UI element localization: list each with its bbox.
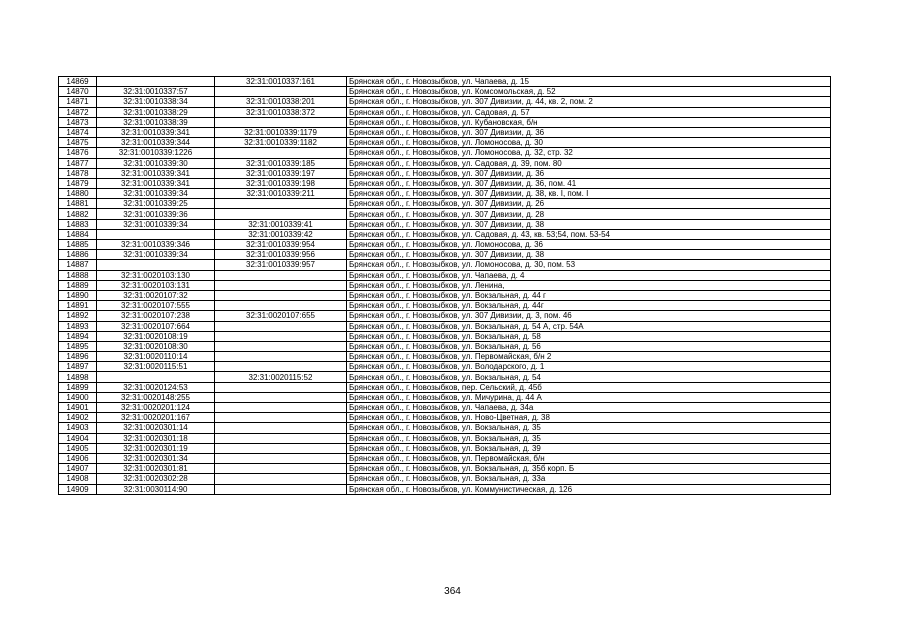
address-cell: Брянская обл., г. Новозыбков, ул. 307 Дивизии, д. 28 [347, 209, 831, 219]
address-cell: Брянская обл., г. Новозыбков, ул. Кубановская, б/н [347, 117, 831, 127]
building-cadastral-number-cell: 32:31:0020115:52 [215, 372, 347, 382]
land-cadastral-number-cell: 32:31:0020108:19 [97, 331, 215, 341]
table-row [59, 443, 831, 453]
building-cadastral-number-cell [215, 433, 347, 443]
land-cadastral-number-cell: 32:31:0020302:28 [97, 474, 215, 484]
land-cadastral-number-cell: 32:31:0020108:30 [97, 341, 215, 351]
row-number-cell: 14876 [59, 148, 97, 158]
land-cadastral-number-cell: 32:31:0010339:341 [97, 178, 215, 188]
land-cadastral-number-cell [97, 229, 215, 239]
land-cadastral-number-cell: 32:31:0010339:34 [97, 189, 215, 199]
table-row [59, 413, 831, 423]
row-number-cell: 14887 [59, 260, 97, 270]
building-cadastral-number-cell: 32:31:0010337:161 [215, 77, 347, 87]
building-cadastral-number-cell: 32:31:0010338:201 [215, 97, 347, 107]
address-cell: Брянская обл., г. Новозыбков, ул. 307 Дивизии, д. 36 [347, 127, 831, 137]
building-cadastral-number-cell: 32:31:0010339:956 [215, 250, 347, 260]
row-number-cell: 14884 [59, 229, 97, 239]
land-cadastral-number-cell: 32:31:0010339:25 [97, 199, 215, 209]
building-cadastral-number-cell: 32:31:0010339:1179 [215, 127, 347, 137]
building-cadastral-number-cell: 32:31:0010339:41 [215, 219, 347, 229]
table-row [59, 362, 831, 372]
table-row [59, 352, 831, 362]
land-cadastral-number-cell: 32:31:0030114:90 [97, 484, 215, 494]
address-cell: Брянская обл., г. Новозыбков, ул. Чапаева, д. 4 [347, 270, 831, 280]
address-cell: Брянская обл., г. Новозыбков, ул. Чапаева, д. 15 [347, 77, 831, 87]
table-row [59, 464, 831, 474]
table-row [59, 250, 831, 260]
row-number-cell: 14878 [59, 168, 97, 178]
address-cell: Брянская обл., г. Новозыбков, ул. Володарского, д. 1 [347, 362, 831, 372]
address-cell: Брянская обл., г. Новозыбков, пер. Сельский, д. 45б [347, 382, 831, 392]
building-cadastral-number-cell: 32:31:0010339:1182 [215, 138, 347, 148]
land-cadastral-number-cell [97, 260, 215, 270]
row-number-cell: 14890 [59, 290, 97, 300]
table-row [59, 107, 831, 117]
building-cadastral-number-cell [215, 341, 347, 351]
table-row [59, 331, 831, 341]
row-number-cell: 14903 [59, 423, 97, 433]
land-cadastral-number-cell: 32:31:0010339:34 [97, 250, 215, 260]
building-cadastral-number-cell [215, 352, 347, 362]
table-row [59, 403, 831, 413]
row-number-cell: 14886 [59, 250, 97, 260]
row-number-cell: 14888 [59, 270, 97, 280]
building-cadastral-number-cell [215, 280, 347, 290]
address-cell: Брянская обл., г. Новозыбков, ул. 307 Дивизии, д. 36, пом. 41 [347, 178, 831, 188]
row-number-cell: 14908 [59, 474, 97, 484]
table-row [59, 382, 831, 392]
building-cadastral-number-cell: 32:31:0010339:198 [215, 178, 347, 188]
building-cadastral-number-cell [215, 453, 347, 463]
page-number: 364 [444, 586, 461, 597]
table-row [59, 148, 831, 158]
row-number-cell: 14883 [59, 219, 97, 229]
building-cadastral-number-cell: 32:31:0010338:372 [215, 107, 347, 117]
row-number-cell: 14895 [59, 341, 97, 351]
row-number-cell: 14893 [59, 321, 97, 331]
address-cell: Брянская обл., г. Новозыбков, ул. Вокзальная, д. 54 А, стр. 54А [347, 321, 831, 331]
land-cadastral-number-cell: 32:31:0020110:14 [97, 352, 215, 362]
address-cell: Брянская обл., г. Новозыбков, ул. 307 Дивизии, д. 38 [347, 219, 831, 229]
address-cell: Брянская обл., г. Новозыбков, ул. 307 Дивизии, д. 38 [347, 250, 831, 260]
building-cadastral-number-cell [215, 382, 347, 392]
table-row [59, 138, 831, 148]
address-cell: Брянская обл., г. Новозыбков, ул. Ново-Цветная, д. 38 [347, 413, 831, 423]
land-cadastral-number-cell: 32:31:0010338:29 [97, 107, 215, 117]
address-cell: Брянская обл., г. Новозыбков, ул. 307 Дивизии, д. 44, кв. 2, пом. 2 [347, 97, 831, 107]
table-row [59, 270, 831, 280]
address-cell: Брянская обл., г. Новозыбков, ул. Ломоносова, д. 30, пом. 53 [347, 260, 831, 270]
table-row [59, 423, 831, 433]
land-cadastral-number-cell: 32:31:0010339:1226 [97, 148, 215, 158]
address-cell: Брянская обл., г. Новозыбков, ул. Вокзальная, д. 35 [347, 423, 831, 433]
table-row [59, 290, 831, 300]
building-cadastral-number-cell [215, 474, 347, 484]
table-row [59, 433, 831, 443]
land-cadastral-number-cell: 32:31:0010339:346 [97, 240, 215, 250]
address-cell: Брянская обл., г. Новозыбков, ул. Первомайская, б/н 2 [347, 352, 831, 362]
land-cadastral-number-cell: 32:31:0010339:344 [97, 138, 215, 148]
address-cell: Брянская обл., г. Новозыбков, ул. Вокзальная, д. 35 [347, 433, 831, 443]
building-cadastral-number-cell [215, 443, 347, 453]
land-cadastral-number-cell: 32:31:0020124:53 [97, 382, 215, 392]
land-cadastral-number-cell: 32:31:0020201:124 [97, 403, 215, 413]
address-cell: Брянская обл., г. Новозыбков, ул. Первомайская, б/н [347, 453, 831, 463]
address-cell: Брянская обл., г. Новозыбков, ул. Коммунистическая, д. 126 [347, 484, 831, 494]
address-cell: Брянская обл., г. Новозыбков, ул. Ломоносова, д. 32, стр. 32 [347, 148, 831, 158]
land-cadastral-number-cell: 32:31:0020103:130 [97, 270, 215, 280]
address-cell: Брянская обл., г. Новозыбков, ул. Комсомольская, д. 52 [347, 87, 831, 97]
address-cell: Брянская обл., г. Новозыбков, ул. 307 Дивизии, д. 3, пом. 46 [347, 311, 831, 321]
row-number-cell: 14899 [59, 382, 97, 392]
address-cell: Брянская обл., г. Новозыбков, ул. Ломоносова, д. 30 [347, 138, 831, 148]
table-row [59, 301, 831, 311]
row-number-cell: 14882 [59, 209, 97, 219]
row-number-cell: 14873 [59, 117, 97, 127]
row-number-cell: 14874 [59, 127, 97, 137]
land-cadastral-number-cell: 32:31:0020103:131 [97, 280, 215, 290]
address-cell: Брянская обл., г. Новозыбков, ул. 307 Дивизии, д. 38, кв. I, пом. I [347, 189, 831, 199]
row-number-cell: 14896 [59, 352, 97, 362]
table-row [59, 372, 831, 382]
table-row [59, 311, 831, 321]
table-row [59, 209, 831, 219]
land-cadastral-number-cell: 32:31:0020107:238 [97, 311, 215, 321]
building-cadastral-number-cell [215, 321, 347, 331]
address-cell: Брянская обл., г. Новозыбков, ул. 307 Дивизии, д. 26 [347, 199, 831, 209]
building-cadastral-number-cell: 32:31:0010339:957 [215, 260, 347, 270]
building-cadastral-number-cell [215, 199, 347, 209]
table-row [59, 77, 831, 87]
building-cadastral-number-cell [215, 413, 347, 423]
table-row [59, 392, 831, 402]
address-cell: Брянская обл., г. Новозыбков, ул. Ломоносова, д. 36 [347, 240, 831, 250]
row-number-cell: 14907 [59, 464, 97, 474]
building-cadastral-number-cell [215, 117, 347, 127]
address-cell: Брянская обл., г. Новозыбков, ул. Вокзальная, д. 58 [347, 331, 831, 341]
land-cadastral-number-cell: 32:31:0010339:36 [97, 209, 215, 219]
land-cadastral-number-cell: 32:31:0020301:81 [97, 464, 215, 474]
address-cell: Брянская обл., г. Новозыбков, ул. 307 Дивизии, д. 36 [347, 168, 831, 178]
address-cell: Брянская обл., г. Новозыбков, ул. Ленина, [347, 280, 831, 290]
land-cadastral-number-cell: 32:31:0010339:34 [97, 219, 215, 229]
row-number-cell: 14892 [59, 311, 97, 321]
row-number-cell: 14897 [59, 362, 97, 372]
table-row [59, 158, 831, 168]
land-cadastral-number-cell [97, 372, 215, 382]
land-cadastral-number-cell: 32:31:0010337:57 [97, 87, 215, 97]
row-number-cell: 14870 [59, 87, 97, 97]
building-cadastral-number-cell [215, 423, 347, 433]
row-number-cell: 14906 [59, 453, 97, 463]
address-cell: Брянская обл., г. Новозыбков, ул. Чапаева, д. 34а [347, 403, 831, 413]
address-cell: Брянская обл., г. Новозыбков, ул. Вокзальная, д. 56 [347, 341, 831, 351]
table-row [59, 229, 831, 239]
land-cadastral-number-cell: 32:31:0020107:32 [97, 290, 215, 300]
table-row [59, 97, 831, 107]
land-cadastral-number-cell: 32:31:0020148:255 [97, 392, 215, 402]
table-row [59, 484, 831, 494]
row-number-cell: 14891 [59, 301, 97, 311]
row-number-cell: 14875 [59, 138, 97, 148]
building-cadastral-number-cell [215, 403, 347, 413]
row-number-cell: 14877 [59, 158, 97, 168]
row-number-cell: 14904 [59, 433, 97, 443]
address-cell: Брянская обл., г. Новозыбков, ул. Вокзальная, д. 33а [347, 474, 831, 484]
building-cadastral-number-cell [215, 209, 347, 219]
building-cadastral-number-cell [215, 270, 347, 280]
land-cadastral-number-cell: 32:31:0020301:19 [97, 443, 215, 453]
building-cadastral-number-cell: 32:31:0010339:211 [215, 189, 347, 199]
building-cadastral-number-cell [215, 464, 347, 474]
row-number-cell: 14909 [59, 484, 97, 494]
row-number-cell: 14900 [59, 392, 97, 402]
address-cell: Брянская обл., г. Новозыбков, ул. Садовая, д. 39, пом. 80 [347, 158, 831, 168]
table-row [59, 321, 831, 331]
table-row [59, 87, 831, 97]
row-number-cell: 14871 [59, 97, 97, 107]
table-row [59, 189, 831, 199]
registry-table-body [59, 77, 831, 495]
table-row [59, 117, 831, 127]
building-cadastral-number-cell [215, 392, 347, 402]
building-cadastral-number-cell: 32:31:0010339:185 [215, 158, 347, 168]
registry-table [58, 76, 831, 495]
building-cadastral-number-cell [215, 148, 347, 158]
row-number-cell: 14872 [59, 107, 97, 117]
table-row [59, 168, 831, 178]
row-number-cell: 14901 [59, 403, 97, 413]
land-cadastral-number-cell: 32:31:0020107:664 [97, 321, 215, 331]
row-number-cell: 14902 [59, 413, 97, 423]
address-cell: Брянская обл., г. Новозыбков, ул. Садовая, д. 57 [347, 107, 831, 117]
row-number-cell: 14881 [59, 199, 97, 209]
land-cadastral-number-cell: 32:31:0020201:167 [97, 413, 215, 423]
row-number-cell: 14905 [59, 443, 97, 453]
land-cadastral-number-cell: 32:31:0020301:18 [97, 433, 215, 443]
row-number-cell: 14889 [59, 280, 97, 290]
land-cadastral-number-cell: 32:31:0020107:555 [97, 301, 215, 311]
row-number-cell: 14869 [59, 77, 97, 87]
land-cadastral-number-cell: 32:31:0020301:34 [97, 453, 215, 463]
land-cadastral-number-cell: 32:31:0010339:30 [97, 158, 215, 168]
table-row [59, 260, 831, 270]
building-cadastral-number-cell: 32:31:0010339:42 [215, 229, 347, 239]
table-row [59, 219, 831, 229]
address-cell: Брянская обл., г. Новозыбков, ул. Вокзальная, д. 44 г [347, 290, 831, 300]
land-cadastral-number-cell: 32:31:0010339:341 [97, 127, 215, 137]
row-number-cell: 14880 [59, 189, 97, 199]
land-cadastral-number-cell: 32:31:0020115:51 [97, 362, 215, 372]
building-cadastral-number-cell [215, 362, 347, 372]
row-number-cell: 14879 [59, 178, 97, 188]
building-cadastral-number-cell [215, 331, 347, 341]
land-cadastral-number-cell [97, 77, 215, 87]
building-cadastral-number-cell: 32:31:0010339:954 [215, 240, 347, 250]
row-number-cell: 14894 [59, 331, 97, 341]
building-cadastral-number-cell: 32:31:0020107:655 [215, 311, 347, 321]
table-row [59, 474, 831, 484]
table-row [59, 199, 831, 209]
building-cadastral-number-cell: 32:31:0010339:197 [215, 168, 347, 178]
land-cadastral-number-cell: 32:31:0020301:14 [97, 423, 215, 433]
table-row [59, 178, 831, 188]
table-row [59, 280, 831, 290]
address-cell: Брянская обл., г. Новозыбков, ул. Вокзальная, д. 39 [347, 443, 831, 453]
building-cadastral-number-cell [215, 484, 347, 494]
row-number-cell: 14898 [59, 372, 97, 382]
building-cadastral-number-cell [215, 301, 347, 311]
row-number-cell: 14885 [59, 240, 97, 250]
address-cell: Брянская обл., г. Новозыбков, ул. Вокзальная, д. 44г [347, 301, 831, 311]
table-row [59, 127, 831, 137]
table-row [59, 453, 831, 463]
land-cadastral-number-cell: 32:31:0010339:341 [97, 168, 215, 178]
address-cell: Брянская обл., г. Новозыбков, ул. Садовая, д. 43, кв. 53;54, пом. 53-54 [347, 229, 831, 239]
land-cadastral-number-cell: 32:31:0010338:34 [97, 97, 215, 107]
table-row [59, 240, 831, 250]
address-cell: Брянская обл., г. Новозыбков, ул. Вокзальная, д. 54 [347, 372, 831, 382]
address-cell: Брянская обл., г. Новозыбков, ул. Вокзальная, д. 35б корп. Б [347, 464, 831, 474]
address-cell: Брянская обл., г. Новозыбков, ул. Мичурина, д. 44 А [347, 392, 831, 402]
building-cadastral-number-cell [215, 87, 347, 97]
building-cadastral-number-cell [215, 290, 347, 300]
land-cadastral-number-cell: 32:31:0010338:39 [97, 117, 215, 127]
table-row [59, 341, 831, 351]
